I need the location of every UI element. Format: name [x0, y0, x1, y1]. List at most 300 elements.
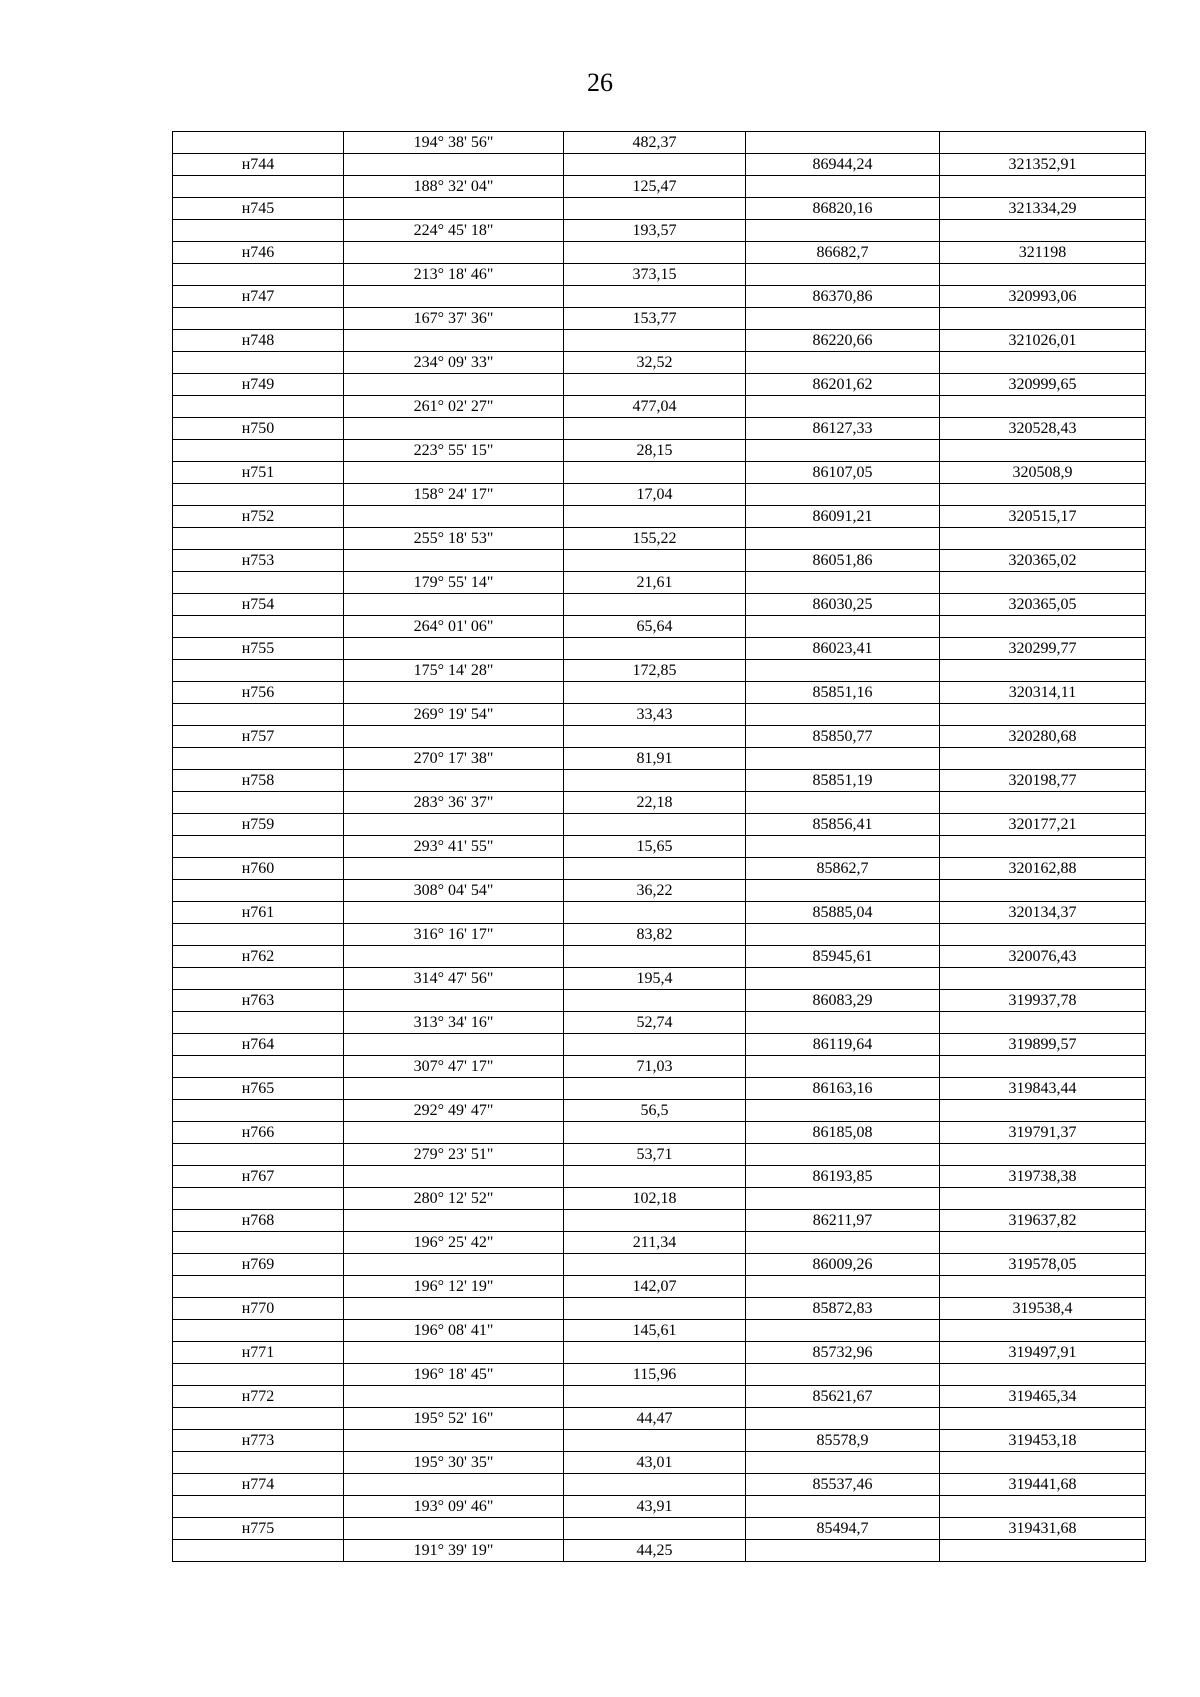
point-row: [173, 550, 1146, 572]
point-row: [173, 1430, 1146, 1452]
point-name-cell: н758: [173, 770, 344, 792]
x-coordinate-cell: 86023,41: [746, 638, 940, 660]
angle-cell: 313° 34' 16": [344, 1012, 564, 1034]
y-coordinate-cell: [940, 1540, 1146, 1562]
segment-row: [173, 1452, 1146, 1474]
point-name-cell: [173, 440, 344, 462]
point-name-cell: н765: [173, 1078, 344, 1100]
point-name-cell: н767: [173, 1166, 344, 1188]
point-name-cell: [173, 176, 344, 198]
y-coordinate-cell: [940, 704, 1146, 726]
point-name-cell: [173, 1452, 344, 1474]
point-name-cell: н757: [173, 726, 344, 748]
distance-cell: [564, 1518, 746, 1540]
segment-row: [173, 968, 1146, 990]
y-coordinate-cell: 320280,68: [940, 726, 1146, 748]
angle-cell: [344, 1518, 564, 1540]
x-coordinate-cell: 86083,29: [746, 990, 940, 1012]
point-row: [173, 1518, 1146, 1540]
x-coordinate-cell: [746, 1320, 940, 1342]
point-name-cell: н750: [173, 418, 344, 440]
y-coordinate-cell: [940, 924, 1146, 946]
distance-cell: [564, 1034, 746, 1056]
x-coordinate-cell: 85872,83: [746, 1298, 940, 1320]
x-coordinate-cell: [746, 352, 940, 374]
y-coordinate-cell: [940, 1144, 1146, 1166]
y-coordinate-cell: 320198,77: [940, 770, 1146, 792]
point-name-cell: [173, 220, 344, 242]
y-coordinate-cell: [940, 1276, 1146, 1298]
distance-cell: 56,5: [564, 1100, 746, 1122]
distance-cell: 33,43: [564, 704, 746, 726]
point-row: [173, 1342, 1146, 1364]
point-row: [173, 902, 1146, 924]
x-coordinate-cell: 85856,41: [746, 814, 940, 836]
distance-cell: [564, 286, 746, 308]
point-row: [173, 1386, 1146, 1408]
y-coordinate-cell: 320528,43: [940, 418, 1146, 440]
point-name-cell: [173, 1496, 344, 1518]
point-name-cell: н754: [173, 594, 344, 616]
point-name-cell: [173, 528, 344, 550]
angle-cell: [344, 1254, 564, 1276]
point-row: [173, 1298, 1146, 1320]
angle-cell: [344, 1342, 564, 1364]
distance-cell: [564, 726, 746, 748]
point-name-cell: н751: [173, 462, 344, 484]
x-coordinate-cell: [746, 792, 940, 814]
x-coordinate-cell: 85851,19: [746, 770, 940, 792]
point-name-cell: н749: [173, 374, 344, 396]
point-name-cell: н763: [173, 990, 344, 1012]
distance-cell: 193,57: [564, 220, 746, 242]
distance-cell: 373,15: [564, 264, 746, 286]
point-name-cell: н744: [173, 154, 344, 176]
segment-row: [173, 880, 1146, 902]
distance-cell: 43,01: [564, 1452, 746, 1474]
x-coordinate-cell: 85578,9: [746, 1430, 940, 1452]
page-number: 26: [587, 68, 613, 97]
angle-cell: [344, 286, 564, 308]
point-name-cell: н771: [173, 1342, 344, 1364]
angle-cell: [344, 374, 564, 396]
angle-cell: 196° 18' 45": [344, 1364, 564, 1386]
x-coordinate-cell: 85885,04: [746, 902, 940, 924]
angle-cell: 196° 08' 41": [344, 1320, 564, 1342]
segment-row: [173, 660, 1146, 682]
segment-row: [173, 528, 1146, 550]
distance-cell: 52,74: [564, 1012, 746, 1034]
y-coordinate-cell: [940, 1496, 1146, 1518]
y-coordinate-cell: 320314,11: [940, 682, 1146, 704]
segment-row: [173, 924, 1146, 946]
x-coordinate-cell: [746, 440, 940, 462]
segment-row: [173, 264, 1146, 286]
distance-cell: 145,61: [564, 1320, 746, 1342]
x-coordinate-cell: 85945,61: [746, 946, 940, 968]
y-coordinate-cell: 319453,18: [940, 1430, 1146, 1452]
angle-cell: 234° 09' 33": [344, 352, 564, 374]
x-coordinate-cell: 86220,66: [746, 330, 940, 352]
angle-cell: 255° 18' 53": [344, 528, 564, 550]
x-coordinate-cell: 86163,16: [746, 1078, 940, 1100]
y-coordinate-cell: 320162,88: [940, 858, 1146, 880]
distance-cell: [564, 1254, 746, 1276]
y-coordinate-cell: 319441,68: [940, 1474, 1146, 1496]
x-coordinate-cell: [746, 1100, 940, 1122]
y-coordinate-cell: 319431,68: [940, 1518, 1146, 1540]
y-coordinate-cell: [940, 660, 1146, 682]
x-coordinate-cell: 85537,46: [746, 1474, 940, 1496]
y-coordinate-cell: [940, 352, 1146, 374]
point-row: [173, 418, 1146, 440]
point-row: [173, 682, 1146, 704]
distance-cell: 53,71: [564, 1144, 746, 1166]
distance-cell: [564, 1386, 746, 1408]
segment-row: [173, 1100, 1146, 1122]
angle-cell: 175° 14' 28": [344, 660, 564, 682]
x-coordinate-cell: [746, 1056, 940, 1078]
point-name-cell: н775: [173, 1518, 344, 1540]
angle-cell: 196° 12' 19": [344, 1276, 564, 1298]
angle-cell: [344, 1298, 564, 1320]
segment-row: [173, 176, 1146, 198]
segment-row: [173, 220, 1146, 242]
distance-cell: [564, 594, 746, 616]
x-coordinate-cell: [746, 484, 940, 506]
point-name-cell: [173, 1320, 344, 1342]
point-name-cell: н760: [173, 858, 344, 880]
coordinates-table: [172, 131, 1146, 1562]
angle-cell: 167° 37' 36": [344, 308, 564, 330]
distance-cell: [564, 814, 746, 836]
y-coordinate-cell: [940, 132, 1146, 154]
x-coordinate-cell: [746, 528, 940, 550]
point-name-cell: н746: [173, 242, 344, 264]
angle-cell: [344, 418, 564, 440]
y-coordinate-cell: [940, 880, 1146, 902]
x-coordinate-cell: [746, 924, 940, 946]
x-coordinate-cell: [746, 1408, 940, 1430]
y-coordinate-cell: 321334,29: [940, 198, 1146, 220]
point-name-cell: [173, 572, 344, 594]
angle-cell: [344, 990, 564, 1012]
angle-cell: 292° 49' 47": [344, 1100, 564, 1122]
angle-cell: 188° 32' 04": [344, 176, 564, 198]
x-coordinate-cell: [746, 1188, 940, 1210]
point-name-cell: [173, 1408, 344, 1430]
segment-row: [173, 1232, 1146, 1254]
angle-cell: 191° 39' 19": [344, 1540, 564, 1562]
y-coordinate-cell: 319843,44: [940, 1078, 1146, 1100]
angle-cell: [344, 770, 564, 792]
angle-cell: [344, 946, 564, 968]
x-coordinate-cell: [746, 1452, 940, 1474]
distance-cell: [564, 418, 746, 440]
point-row: [173, 770, 1146, 792]
segment-row: [173, 1276, 1146, 1298]
angle-cell: [344, 594, 564, 616]
angle-cell: 316° 16' 17": [344, 924, 564, 946]
distance-cell: 71,03: [564, 1056, 746, 1078]
point-name-cell: н768: [173, 1210, 344, 1232]
angle-cell: [344, 814, 564, 836]
angle-cell: 195° 52' 16": [344, 1408, 564, 1430]
y-coordinate-cell: 319637,82: [940, 1210, 1146, 1232]
point-row: [173, 1254, 1146, 1276]
point-name-cell: [173, 792, 344, 814]
segment-row: [173, 1496, 1146, 1518]
x-coordinate-cell: [746, 176, 940, 198]
angle-cell: [344, 330, 564, 352]
distance-cell: [564, 330, 746, 352]
y-coordinate-cell: [940, 176, 1146, 198]
point-row: [173, 286, 1146, 308]
point-name-cell: н769: [173, 1254, 344, 1276]
segment-row: [173, 704, 1146, 726]
y-coordinate-cell: [940, 1408, 1146, 1430]
x-coordinate-cell: [746, 396, 940, 418]
distance-cell: [564, 1166, 746, 1188]
x-coordinate-cell: 86370,86: [746, 286, 940, 308]
distance-cell: 142,07: [564, 1276, 746, 1298]
distance-cell: [564, 506, 746, 528]
y-coordinate-cell: [940, 748, 1146, 770]
x-coordinate-cell: [746, 704, 940, 726]
x-coordinate-cell: [746, 1276, 940, 1298]
y-coordinate-cell: [940, 1452, 1146, 1474]
y-coordinate-cell: [940, 396, 1146, 418]
y-coordinate-cell: 319465,34: [940, 1386, 1146, 1408]
point-name-cell: н759: [173, 814, 344, 836]
y-coordinate-cell: 320299,77: [940, 638, 1146, 660]
point-name-cell: н772: [173, 1386, 344, 1408]
angle-cell: 213° 18' 46": [344, 264, 564, 286]
y-coordinate-cell: [940, 1232, 1146, 1254]
angle-cell: 307° 47' 17": [344, 1056, 564, 1078]
angle-cell: 196° 25' 42": [344, 1232, 564, 1254]
distance-cell: 32,52: [564, 352, 746, 374]
angle-cell: [344, 242, 564, 264]
x-coordinate-cell: [746, 132, 940, 154]
x-coordinate-cell: [746, 1232, 940, 1254]
distance-cell: 17,04: [564, 484, 746, 506]
point-row: [173, 462, 1146, 484]
angle-cell: [344, 1210, 564, 1232]
distance-cell: 21,61: [564, 572, 746, 594]
segment-row: [173, 1144, 1146, 1166]
y-coordinate-cell: [940, 836, 1146, 858]
y-coordinate-cell: [940, 440, 1146, 462]
y-coordinate-cell: [940, 1012, 1146, 1034]
distance-cell: [564, 1078, 746, 1100]
distance-cell: [564, 902, 746, 924]
point-name-cell: [173, 264, 344, 286]
x-coordinate-cell: [746, 1012, 940, 1034]
angle-cell: [344, 682, 564, 704]
point-name-cell: [173, 1188, 344, 1210]
point-row: [173, 154, 1146, 176]
angle-cell: 261° 02' 27": [344, 396, 564, 418]
y-coordinate-cell: [940, 1100, 1146, 1122]
point-row: [173, 242, 1146, 264]
x-coordinate-cell: 85494,7: [746, 1518, 940, 1540]
angle-cell: 224° 45' 18": [344, 220, 564, 242]
point-name-cell: [173, 1540, 344, 1562]
y-coordinate-cell: 319578,05: [940, 1254, 1146, 1276]
point-name-cell: [173, 1100, 344, 1122]
x-coordinate-cell: 86030,25: [746, 594, 940, 616]
angle-cell: 193° 09' 46": [344, 1496, 564, 1518]
distance-cell: 172,85: [564, 660, 746, 682]
point-row: [173, 1122, 1146, 1144]
distance-cell: 125,47: [564, 176, 746, 198]
angle-cell: [344, 638, 564, 660]
distance-cell: [564, 1122, 746, 1144]
segment-row: [173, 836, 1146, 858]
angle-cell: [344, 198, 564, 220]
point-name-cell: [173, 748, 344, 770]
y-coordinate-cell: [940, 616, 1146, 638]
point-name-cell: н764: [173, 1034, 344, 1056]
point-name-cell: [173, 352, 344, 374]
y-coordinate-cell: 321026,01: [940, 330, 1146, 352]
y-coordinate-cell: 320508,9: [940, 462, 1146, 484]
angle-cell: 158° 24' 17": [344, 484, 564, 506]
x-coordinate-cell: [746, 1540, 940, 1562]
distance-cell: 83,82: [564, 924, 746, 946]
distance-cell: [564, 638, 746, 660]
angle-cell: [344, 1034, 564, 1056]
point-row: [173, 858, 1146, 880]
x-coordinate-cell: 86201,62: [746, 374, 940, 396]
x-coordinate-cell: 86051,86: [746, 550, 940, 572]
x-coordinate-cell: [746, 308, 940, 330]
distance-cell: 195,4: [564, 968, 746, 990]
x-coordinate-cell: 86107,05: [746, 462, 940, 484]
point-name-cell: н756: [173, 682, 344, 704]
point-name-cell: н773: [173, 1430, 344, 1452]
x-coordinate-cell: 86127,33: [746, 418, 940, 440]
point-row: [173, 726, 1146, 748]
distance-cell: [564, 858, 746, 880]
x-coordinate-cell: [746, 616, 940, 638]
x-coordinate-cell: [746, 1364, 940, 1386]
angle-cell: [344, 1430, 564, 1452]
point-name-cell: [173, 704, 344, 726]
point-name-cell: н766: [173, 1122, 344, 1144]
distance-cell: 477,04: [564, 396, 746, 418]
angle-cell: [344, 462, 564, 484]
y-coordinate-cell: 319538,4: [940, 1298, 1146, 1320]
angle-cell: 283° 36' 37": [344, 792, 564, 814]
distance-cell: 211,34: [564, 1232, 746, 1254]
segment-row: [173, 1056, 1146, 1078]
point-row: [173, 1210, 1146, 1232]
x-coordinate-cell: 86211,97: [746, 1210, 940, 1232]
y-coordinate-cell: 320365,05: [940, 594, 1146, 616]
segment-row: [173, 1188, 1146, 1210]
y-coordinate-cell: [940, 792, 1146, 814]
angle-cell: 308° 04' 54": [344, 880, 564, 902]
angle-cell: 264° 01' 06": [344, 616, 564, 638]
point-row: [173, 946, 1146, 968]
point-name-cell: [173, 308, 344, 330]
angle-cell: 279° 23' 51": [344, 1144, 564, 1166]
y-coordinate-cell: 319497,91: [940, 1342, 1146, 1364]
point-name-cell: н747: [173, 286, 344, 308]
x-coordinate-cell: 86193,85: [746, 1166, 940, 1188]
x-coordinate-cell: [746, 1496, 940, 1518]
distance-cell: 36,22: [564, 880, 746, 902]
distance-cell: 81,91: [564, 748, 746, 770]
segment-row: [173, 748, 1146, 770]
x-coordinate-cell: [746, 880, 940, 902]
x-coordinate-cell: [746, 836, 940, 858]
point-name-cell: [173, 1276, 344, 1298]
distance-cell: 153,77: [564, 308, 746, 330]
distance-cell: 43,91: [564, 1496, 746, 1518]
segment-row: [173, 1012, 1146, 1034]
point-name-cell: [173, 924, 344, 946]
point-name-cell: [173, 396, 344, 418]
segment-row: [173, 308, 1146, 330]
segment-row: [173, 132, 1146, 154]
point-name-cell: [173, 1012, 344, 1034]
point-name-cell: [173, 1056, 344, 1078]
distance-cell: 155,22: [564, 528, 746, 550]
x-coordinate-cell: [746, 748, 940, 770]
distance-cell: 44,25: [564, 1540, 746, 1562]
distance-cell: 15,65: [564, 836, 746, 858]
point-row: [173, 594, 1146, 616]
angle-cell: [344, 154, 564, 176]
x-coordinate-cell: [746, 660, 940, 682]
distance-cell: [564, 462, 746, 484]
y-coordinate-cell: 319899,57: [940, 1034, 1146, 1056]
x-coordinate-cell: 85851,16: [746, 682, 940, 704]
coordinates-table-body: [173, 132, 1146, 1562]
distance-cell: [564, 242, 746, 264]
distance-cell: 22,18: [564, 792, 746, 814]
point-name-cell: н752: [173, 506, 344, 528]
distance-cell: [564, 1430, 746, 1452]
x-coordinate-cell: [746, 572, 940, 594]
segment-row: [173, 616, 1146, 638]
distance-cell: [564, 682, 746, 704]
distance-cell: 482,37: [564, 132, 746, 154]
angle-cell: 269° 19' 54": [344, 704, 564, 726]
x-coordinate-cell: 85862,7: [746, 858, 940, 880]
distance-cell: [564, 770, 746, 792]
point-name-cell: [173, 660, 344, 682]
x-coordinate-cell: 86091,21: [746, 506, 940, 528]
segment-row: [173, 572, 1146, 594]
distance-cell: [564, 990, 746, 1012]
y-coordinate-cell: [940, 484, 1146, 506]
segment-row: [173, 792, 1146, 814]
point-row: [173, 1078, 1146, 1100]
x-coordinate-cell: 85621,67: [746, 1386, 940, 1408]
angle-cell: 194° 38' 56": [344, 132, 564, 154]
angle-cell: [344, 506, 564, 528]
point-row: [173, 638, 1146, 660]
segment-row: [173, 440, 1146, 462]
angle-cell: 280° 12' 52": [344, 1188, 564, 1210]
y-coordinate-cell: [940, 220, 1146, 242]
point-row: [173, 198, 1146, 220]
x-coordinate-cell: 85732,96: [746, 1342, 940, 1364]
